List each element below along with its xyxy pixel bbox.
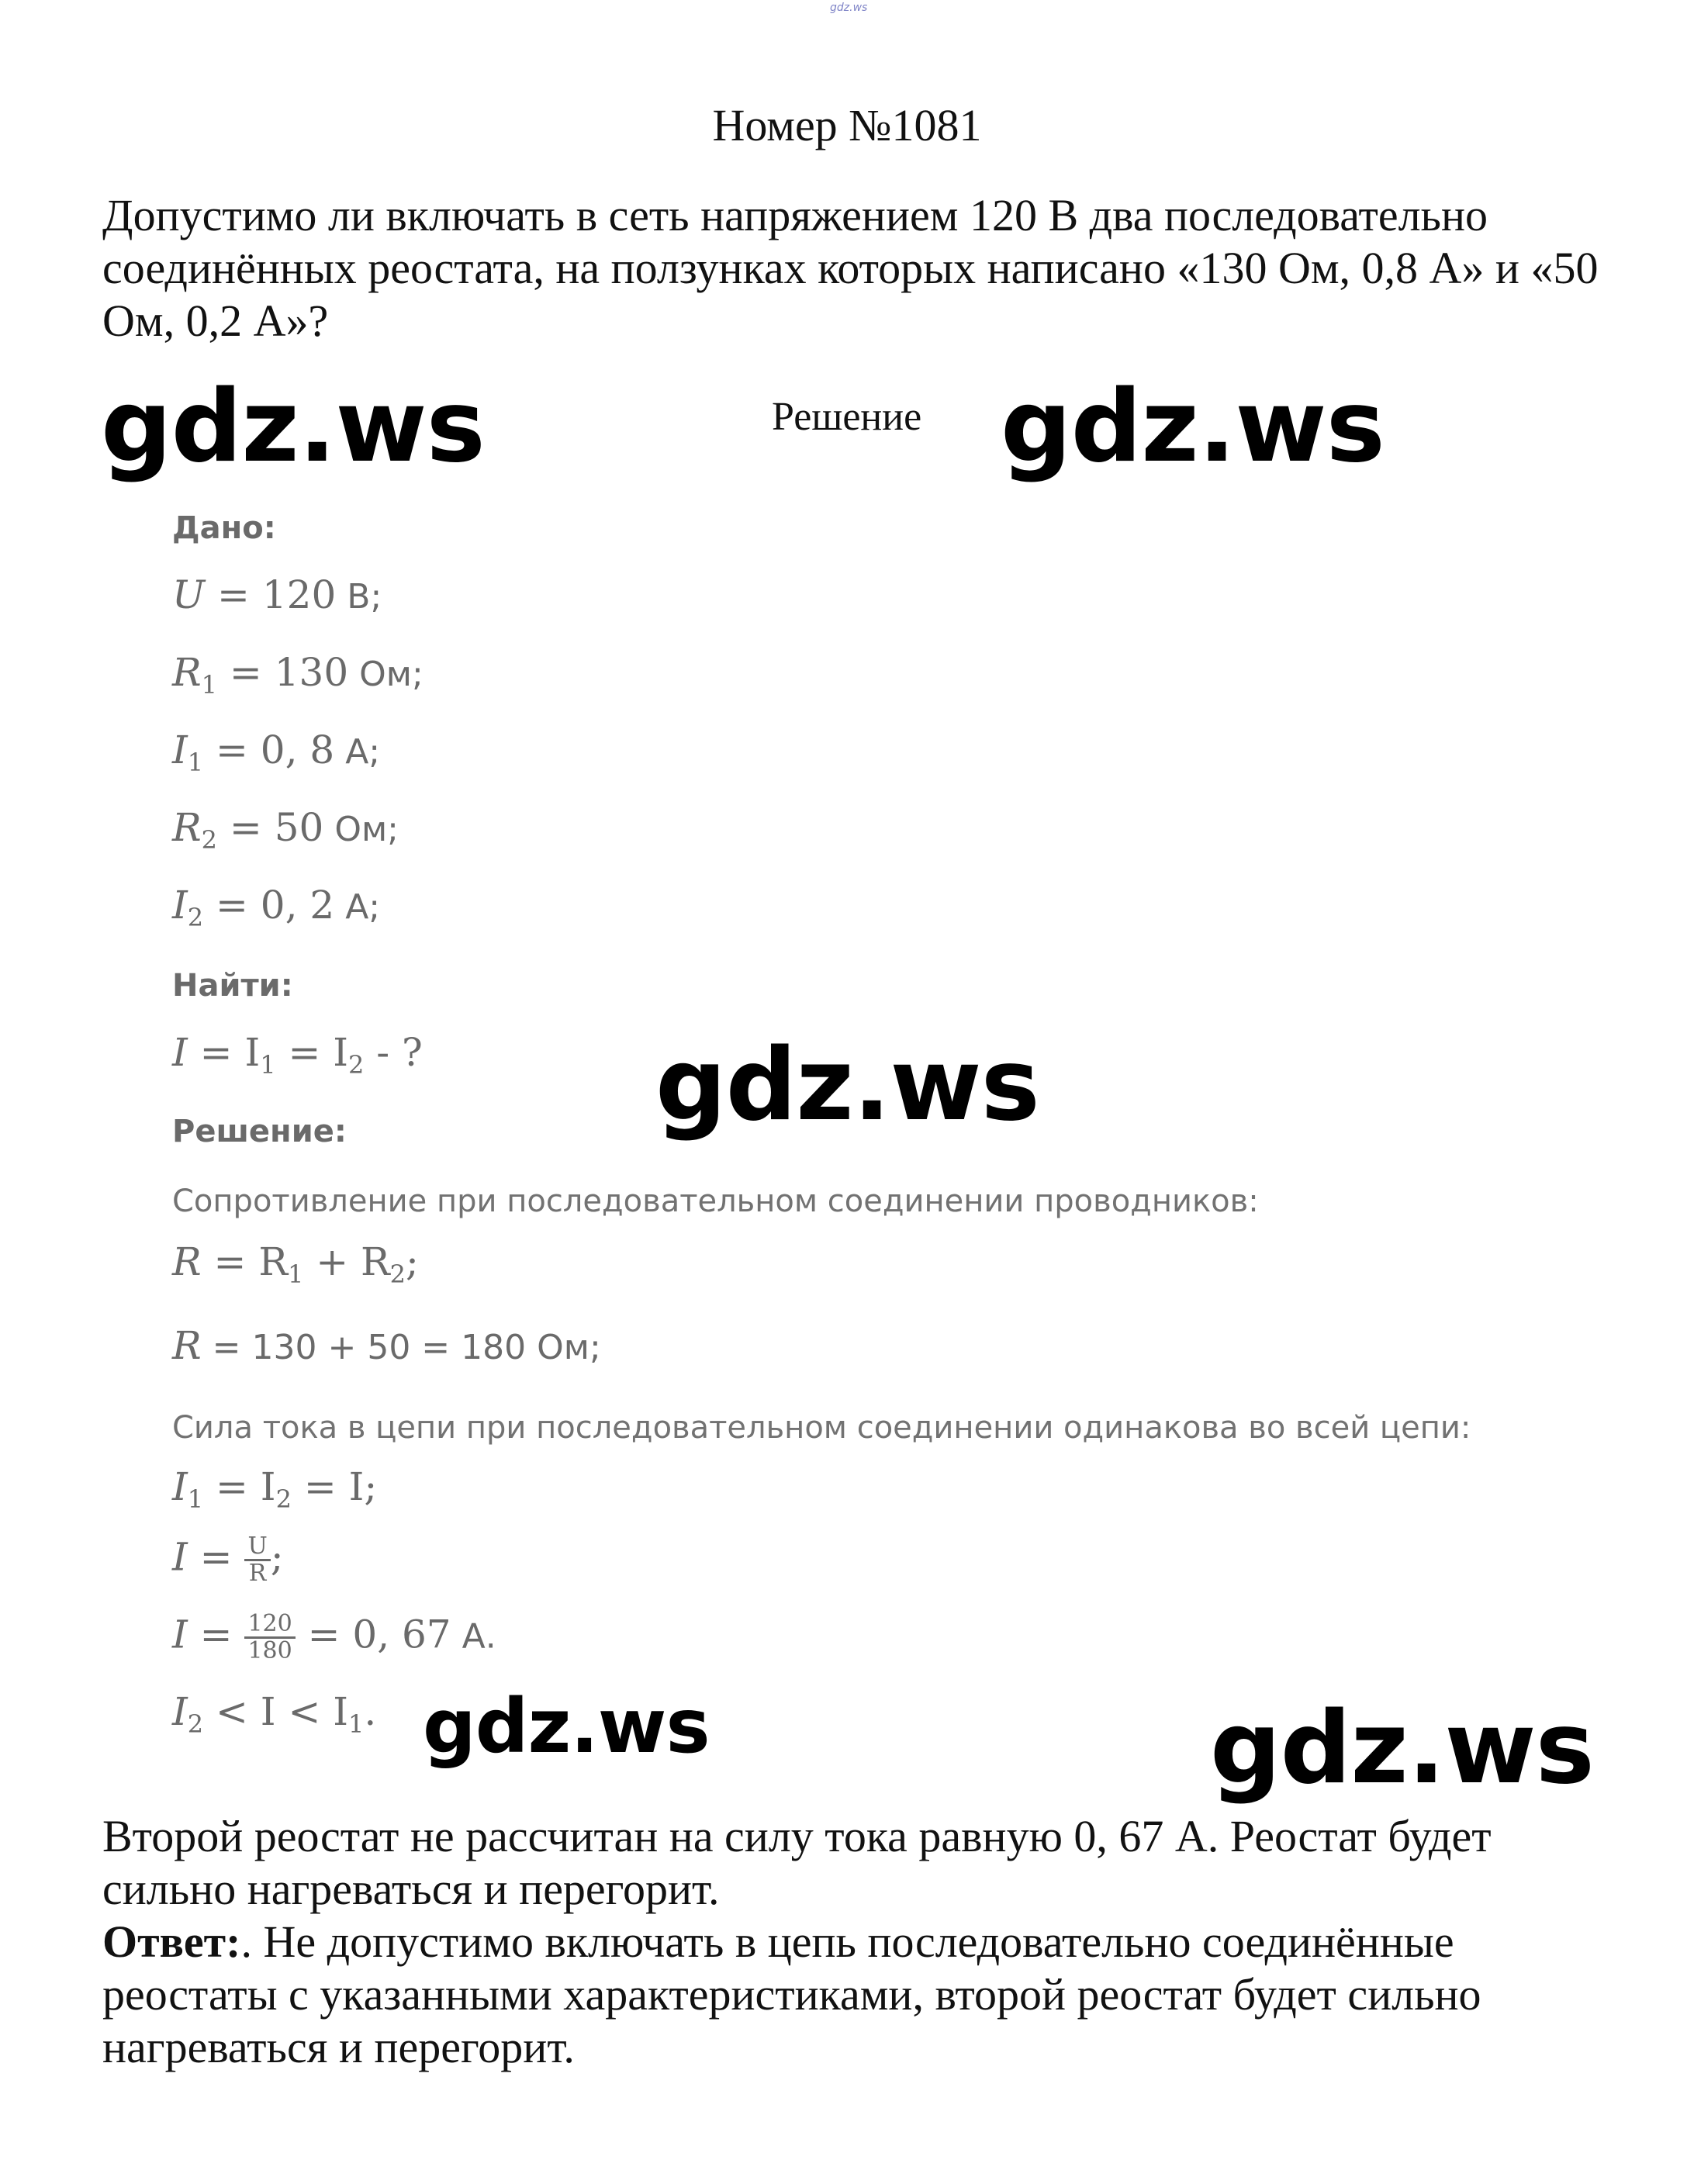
watermark-2: gdz.ws	[1001, 369, 1385, 485]
page-title: Номер №1081	[712, 100, 982, 150]
formula-r-sum: $R = R_1 + R_2$;	[172, 1239, 419, 1289]
given-r1: $R_1 = 130$ Ом;	[172, 650, 424, 700]
formula-current-value: I = $\frac{120}{180}$ = 0, 67 А.	[172, 1610, 496, 1664]
solution-label: Решение:	[172, 1114, 347, 1149]
find-expr: $I = I_1 = I_2$ - ?	[172, 1030, 423, 1080]
header-watermark: gdz.ws	[830, 2, 868, 14]
question-text: Допустимо ли включать в сеть напряжением 120 В два последовательно соединённых реостата, на ползунках которых написано «130 Ом, 0,8 А» и «50 Ом, 0,2 А»?	[102, 190, 1599, 346]
given-r2: $R_2 = 50$ Ом;	[172, 805, 399, 855]
given-u: U = 120 В;	[172, 572, 382, 617]
solution-text-2: Сила тока в цепи при последовательном соединении одинакова во всей цепи:	[172, 1410, 1471, 1446]
given-label: Дано:	[172, 510, 276, 546]
watermark-1: gdz.ws	[101, 369, 485, 485]
given-i1: $I_1 = 0$, 8 А;	[172, 727, 381, 777]
conclusion-text: Второй реостат не рассчитан на силу тока равную 0, 67 А. Реостат будет сильно нагреваться и перегорит.	[102, 1811, 1492, 1914]
formula-currents-equal: $I_1 = I_2 = I$;	[172, 1464, 378, 1514]
formula-inequality: $I_2 < I < I_1$.	[172, 1689, 377, 1739]
given-i2: $I_2 = 0$, 2 А;	[172, 883, 381, 932]
solution-text-1: Сопротивление при последовательном соединении проводников:	[172, 1184, 1259, 1219]
watermark-3: gdz.ws	[655, 1028, 1039, 1143]
watermark-4: gdz.ws	[423, 1683, 710, 1770]
watermark-5: gdz.ws	[1210, 1691, 1594, 1806]
find-label: Найти:	[172, 968, 293, 1004]
formula-r-value: R = 130 + 50 = 180 Ом;	[172, 1323, 601, 1368]
answer-text: . Не допустимо включать в цепь последовательно соединённые реостаты с указанными характеристиками, второй реостат будет сильно нагреваться и перегорит.	[102, 1916, 1481, 2072]
solution-heading: Решение	[772, 395, 922, 439]
answer-block	[102, 1916, 1599, 2074]
answer-label: Ответ:	[102, 1916, 241, 1967]
formula-ohm: I = $\frac{U}{R}$ ;	[172, 1533, 284, 1587]
